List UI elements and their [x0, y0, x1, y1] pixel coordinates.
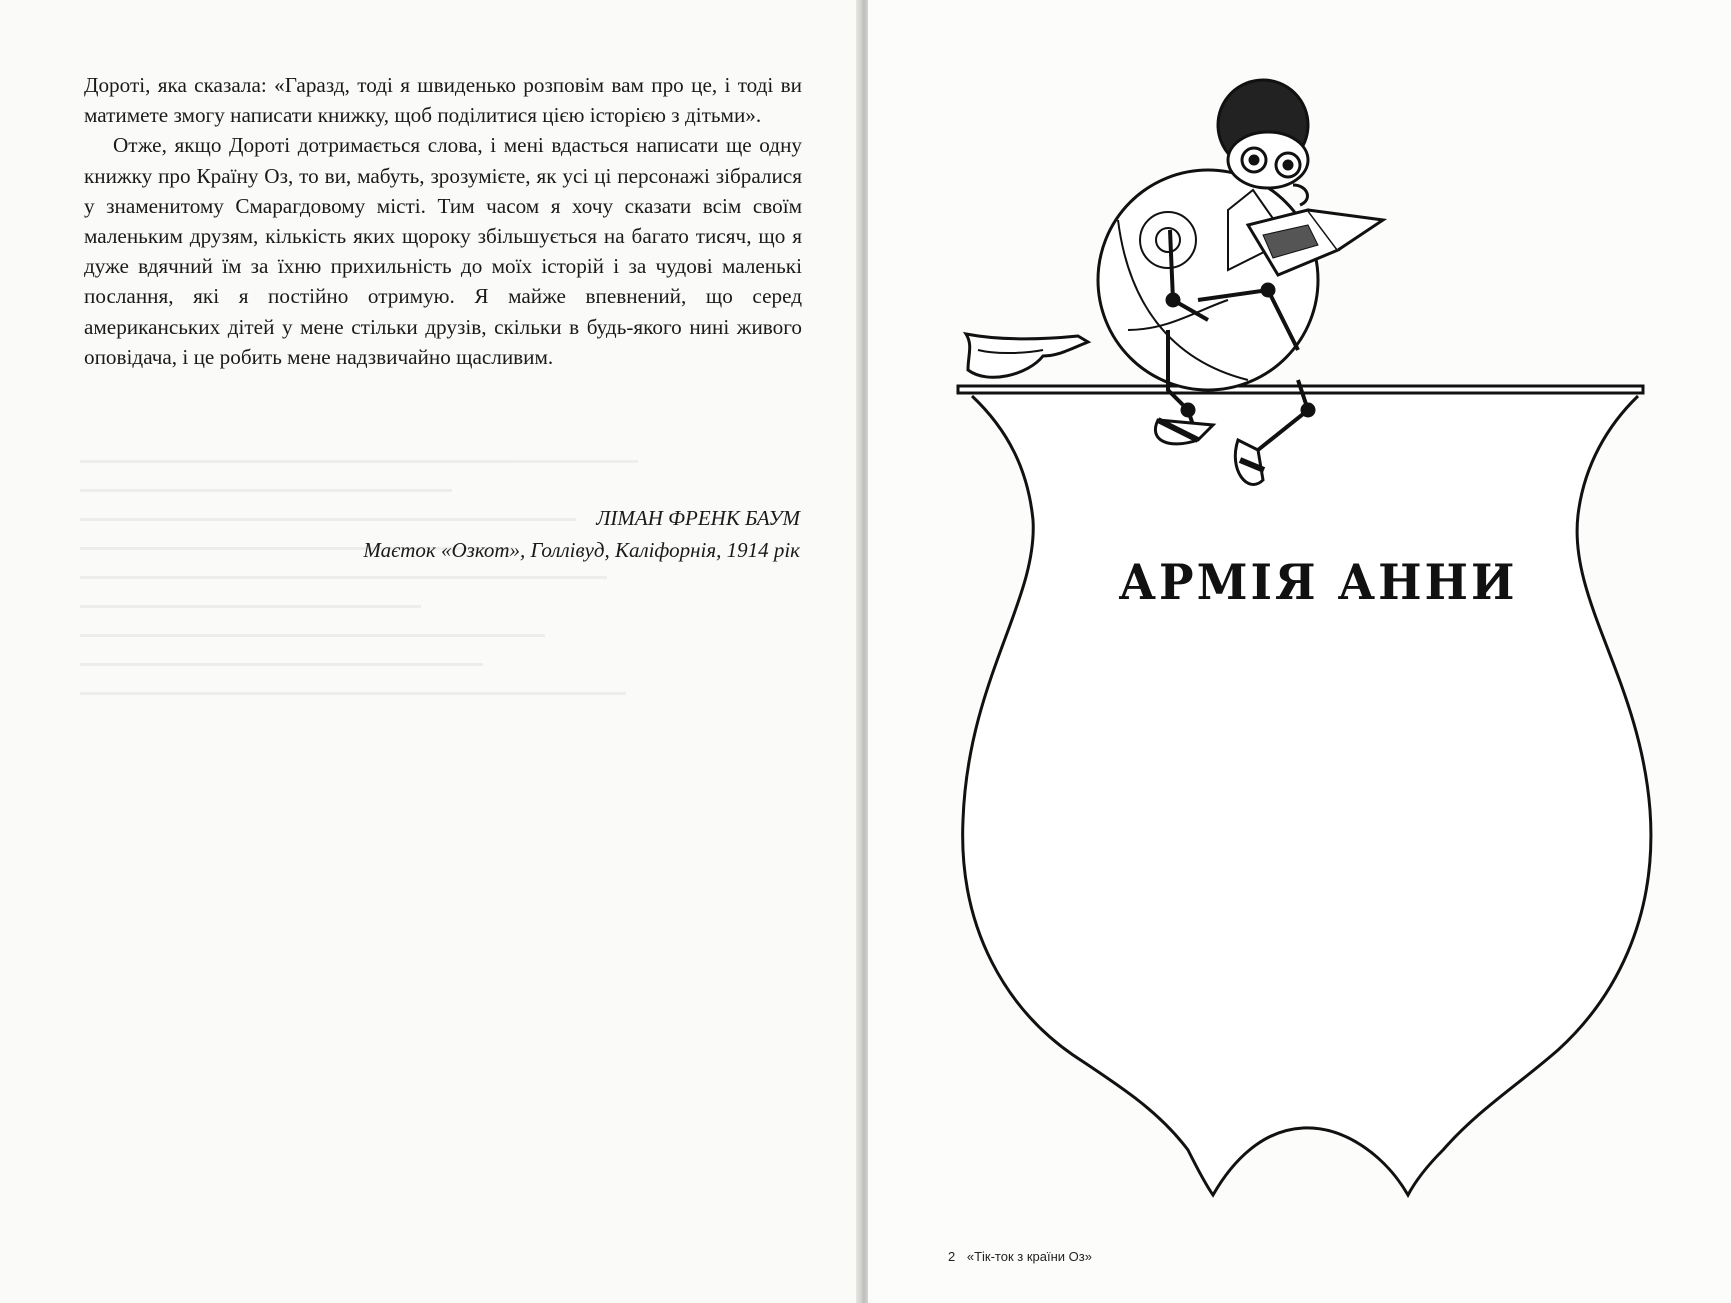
paragraph-1: Дороті, яка сказала: «Гаразд, тоді я швиденько розповім вам про це, і тоді ви матимете змогу написати книжку, щоб поділитися цією історією з дітьми».	[84, 73, 802, 128]
author-name: ЛІМАН ФРЕНК БАУМ	[596, 506, 800, 530]
right-page	[868, 0, 1731, 1303]
hat-icon	[966, 334, 1088, 377]
page-footer	[948, 1249, 1100, 1264]
place-date: Маєток «Озкот», Голлівуд, Каліфорнія, 1914 рік	[363, 538, 800, 562]
left-page	[0, 0, 860, 1303]
page-number: 2	[948, 1249, 956, 1264]
bleed-through-texture	[80, 460, 700, 721]
shield-icon	[958, 386, 1651, 1195]
running-title: «Тік-ток з країни Оз»	[966, 1249, 1092, 1264]
tik-tok-reading-on-shield-illustration	[868, 0, 1731, 1303]
paragraph-2: Отже, якщо Дороті дотримається слова, і мені вдасться написати ще одну книжку про Країну Оз, то ви, мабуть, зрозумієте, як усі ці персонажі зібралися у знаменитому Смарагдовому місті. Тим часом я хочу сказати всім своїм маленьким друзям, кількість яких щороку збільшується на багато тисяч, що я дуже вдячний їм за їхню прихильність до моїх історій і за чудові маленькі послання, які я постійно отримую. Я майже впевнений, що серед американських дітей у мене стільки друзів, скільки в будь-якого нині живого оповідача, і це робить мене надзвичайно щасливим.	[84, 133, 802, 369]
chapter-heading: АРМІЯ АННИ	[1118, 553, 1518, 611]
body-text	[84, 70, 802, 372]
signature-block	[100, 502, 800, 566]
